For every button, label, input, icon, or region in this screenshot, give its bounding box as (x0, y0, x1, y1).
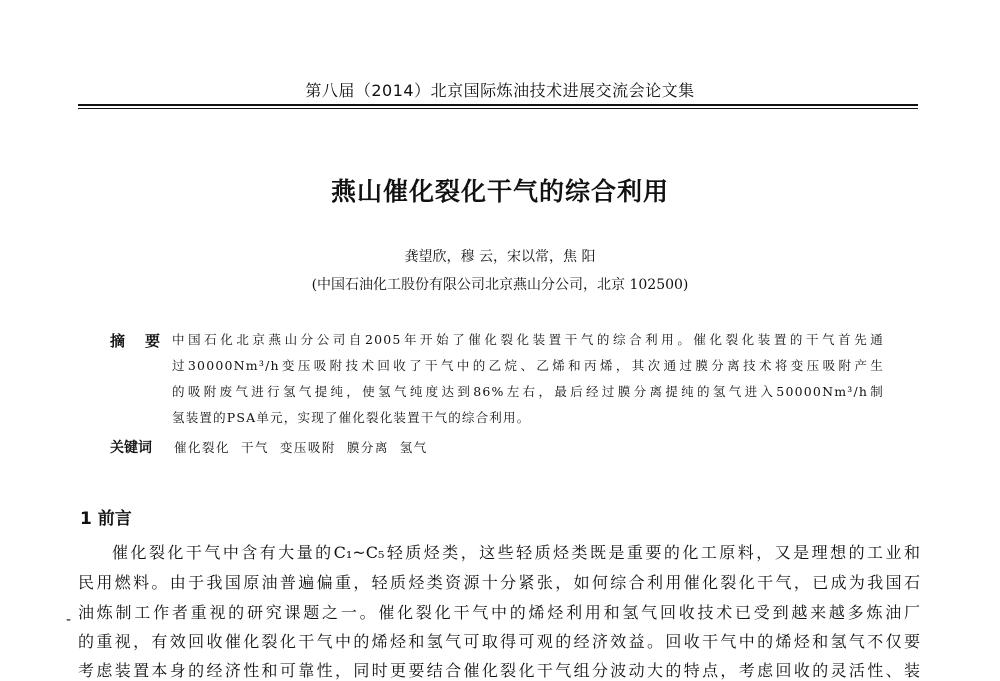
abstract-line: 中国石化北京燕山分公司自2005年开始了催化裂化装置干气的综合利用。催化裂化装置的干气首先通 (172, 332, 884, 347)
abstract-line: 的吸附废气进行氢气提纯，使氢气纯度达到86%左右，最后经过膜分离提纯的氢气进入50000Nm³/h制 (172, 384, 884, 399)
body-text-line: 考虑装置本身的经济性和可靠性，同时更要结合催化裂化干气组分波动大的特点，考虑回收的灵活性、装 (78, 661, 920, 680)
body-text-line: 催化裂化干气中含有大量的C₁~C₅轻质烃类，这些轻质烃类既是重要的化工原料，又是理想的工业和 (112, 543, 920, 562)
body-text-line: 油炼制工作者重视的研究课题之一。催化裂化干气中的烯烃利用和氢气回收技术已受到越来越多炼油厂 (78, 603, 920, 622)
paper-authors: 龚望欣，穆 云，宋以常，焦 阳 (404, 249, 596, 265)
paper-title: 燕山催化裂化干气的综合利用 (330, 177, 669, 206)
body-text-line: 民用燃料。由于我国原油普遍偏重，轻质烃类资源十分紧张，如何综合利用催化裂化干气，已成为我国石 (78, 573, 920, 592)
section-heading: 1 前言 (80, 509, 132, 529)
running-header: 第八届（2014）北京国际炼油技术进展交流会论文集 (305, 81, 695, 100)
abstract-line: 氢装置的PSA单元，实现了催化裂化装置干气的综合利用。 (172, 410, 531, 425)
keywords-label: 关键词 (110, 440, 152, 456)
header-rule-thin (78, 108, 918, 109)
paper-affiliation: (中国石油化工股份有限公司北京燕山分公司，北京 102500) (311, 277, 689, 293)
keywords-text: 催化裂化 干气 变压吸附 膜分离 氢气 (174, 440, 428, 455)
header-rule-thick (78, 104, 918, 106)
margin-mark: - (66, 612, 72, 628)
body-text-line: 的重视，有效回收催化裂化干气中的烯烃和氢气可取得可观的经济效益。回收干气中的烯烃和氢气不仅要 (78, 632, 920, 651)
abstract-label: 摘要 (110, 332, 181, 350)
abstract-line: 过30000Nm³/h变压吸附技术回收了干气中的乙烷、乙烯和丙烯，其次通过膜分离技术将变压吸附产生 (172, 358, 884, 373)
